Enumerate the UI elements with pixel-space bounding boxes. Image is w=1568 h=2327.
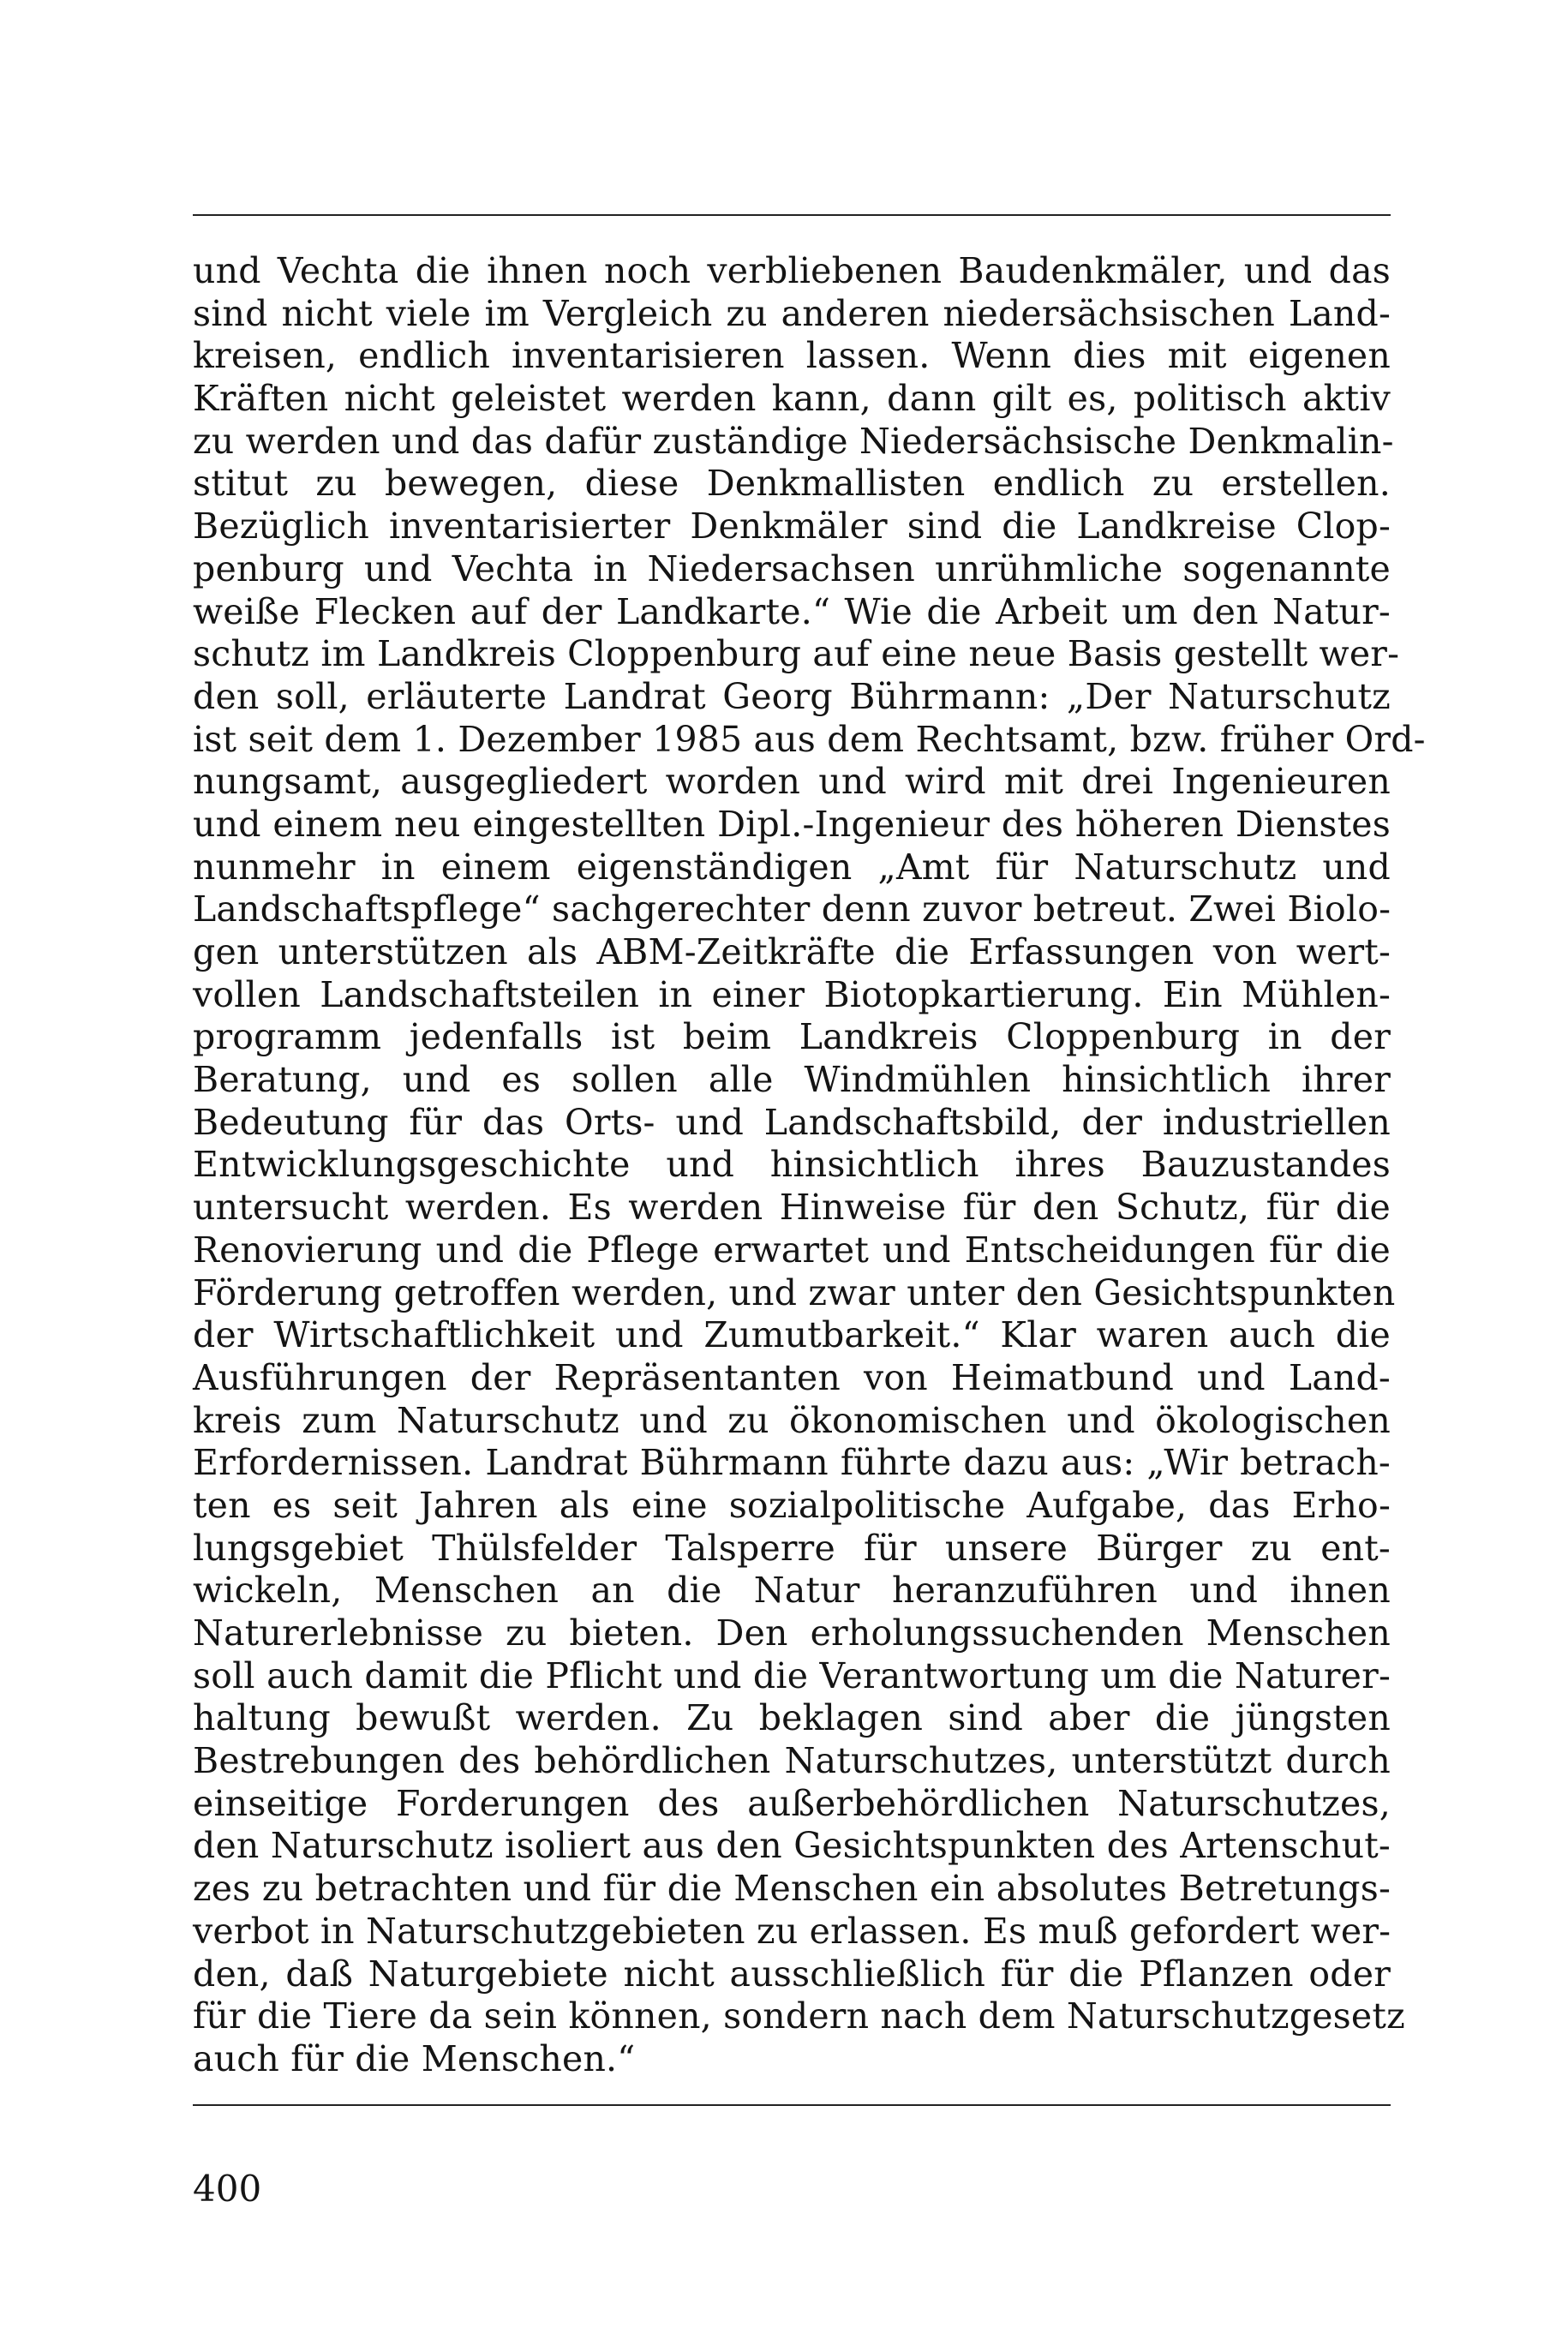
text-line: Naturerlebnisse zu bieten. Den erholungssuchenden Menschen [193, 1612, 1391, 1654]
text-line: Bezüglich inventarisierter Denkmäler sind die Landkreise Clop- [193, 505, 1391, 547]
text-line: den soll, erläuterte Landrat Georg Bührmann: „Der Naturschutz [193, 675, 1391, 717]
text-line: stitut zu bewegen, diese Denkmallisten endlich zu erstellen. [193, 463, 1391, 505]
bottom-rule [193, 2104, 1391, 2106]
text-line: kreis zum Naturschutz und zu ökonomischen und ökologischen [193, 1399, 1391, 1441]
text-line: Landschaftspflege“ sachgerechter denn zuvor betreut. Zwei Biolo- [193, 888, 1391, 930]
text-line: Erfordernissen. Landrat Bührmann führte dazu aus: „Wir betrach- [193, 1442, 1391, 1484]
text-line: untersucht werden. Es werden Hinweise für den Schutz, für die [193, 1187, 1391, 1229]
text-line: der Wirtschaftlichkeit und Zumutbarkeit.“ Klar waren auch die [193, 1314, 1391, 1356]
text-line: den Naturschutz isoliert aus den Gesichtspunkten des Artenschut- [193, 1825, 1391, 1867]
top-rule [193, 214, 1391, 216]
text-line-last: auch für die Menschen.“ [193, 2037, 636, 2079]
text-line: sind nicht viele im Vergleich zu anderen niedersächsischen Land- [193, 292, 1391, 334]
text-line: ten es seit Jahren als eine sozialpolitische Aufgabe, das Erho- [193, 1484, 1391, 1526]
text-line: den, daß Naturgebiete nicht ausschließlich für die Pflanzen oder [193, 1953, 1391, 1995]
text-line: nungsamt, ausgegliedert worden und wird mit drei Ingenieuren [193, 761, 1391, 803]
text-line: zu werden und das dafür zuständige Niedersächsische Denkmalin- [193, 420, 1394, 462]
text-line: lungsgebiet Thülsfelder Talsperre für unsere Bürger zu ent- [193, 1527, 1391, 1569]
text-line: schutz im Landkreis Cloppenburg auf eine neue Basis gestellt wer- [193, 633, 1400, 675]
text-line: Entwicklungsgeschichte und hinsichtlich ihres Bauzustandes [193, 1144, 1391, 1186]
text-line: nunmehr in einem eigenständigen „Amt für Naturschutz und [193, 846, 1391, 888]
text-line: Renovierung und die Pflege erwartet und Entscheidungen für die [193, 1229, 1391, 1271]
text-line: penburg und Vechta in Niedersachsen unrühmliche sogenannte [193, 547, 1391, 589]
text-line: soll auch damit die Pflicht und die Verantwortung um die Naturer- [193, 1654, 1391, 1696]
text-line: ist seit dem 1. Dezember 1985 aus dem Rechtsamt, bzw. früher Ord- [193, 718, 1426, 760]
text-line: vollen Landschaftsteilen in einer Biotopkartierung. Ein Mühlen- [193, 973, 1391, 1015]
text-line: verbot in Naturschutzgebieten zu erlassen. Es muß gefordert wer- [193, 1910, 1391, 1952]
text-line: Ausführungen der Repräsentanten von Heimatbund und Land- [193, 1356, 1391, 1398]
text-line: für die Tiere da sein können, sondern nach dem Naturschutzgesetz [193, 1995, 1405, 2037]
text-line: Förderung getroffen werden, und zwar unter den Gesichtspunkten [193, 1271, 1396, 1313]
text-line: einseitige Forderungen des außerbehördlichen Naturschutzes, [193, 1782, 1391, 1824]
text-line: wickeln, Menschen an die Natur heranzuführen und ihnen [193, 1570, 1391, 1612]
text-line: und einem neu eingestellten Dipl.-Ingenieur des höheren Dienstes [193, 803, 1391, 845]
text-line: Bestrebungen des behördlichen Naturschutzes, unterstützt durch [193, 1740, 1391, 1782]
text-line: Kräften nicht geleistet werden kann, dann gilt es, politisch aktiv [193, 378, 1391, 420]
text-line: haltung bewußt werden. Zu beklagen sind aber die jüngsten [193, 1697, 1391, 1739]
text-line: gen unterstützen als ABM-Zeitkräfte die Erfassungen von wert- [193, 931, 1391, 972]
text-line: Bedeutung für das Orts- und Landschaftsbild, der industriellen [193, 1101, 1391, 1143]
page-number: 400 [193, 2168, 262, 2210]
text-line: kreisen, endlich inventarisieren lassen. Wenn dies mit eigenen [193, 335, 1391, 377]
text-line: und Vechta die ihnen noch verbliebenen Baudenkmäler, und das [193, 250, 1391, 291]
body-text [193, 250, 1426, 2081]
text-line: weiße Flecken auf der Landkarte.“ Wie die Arbeit um den Natur- [193, 590, 1391, 632]
text-line: Beratung, und es sollen alle Windmühlen hinsichtlich ihrer [193, 1059, 1391, 1101]
text-line: zes zu betrachten und für die Menschen ein absolutes Betretungs- [193, 1868, 1391, 1910]
text-line: programm jedenfalls ist beim Landkreis Cloppenburg in der [193, 1016, 1391, 1058]
